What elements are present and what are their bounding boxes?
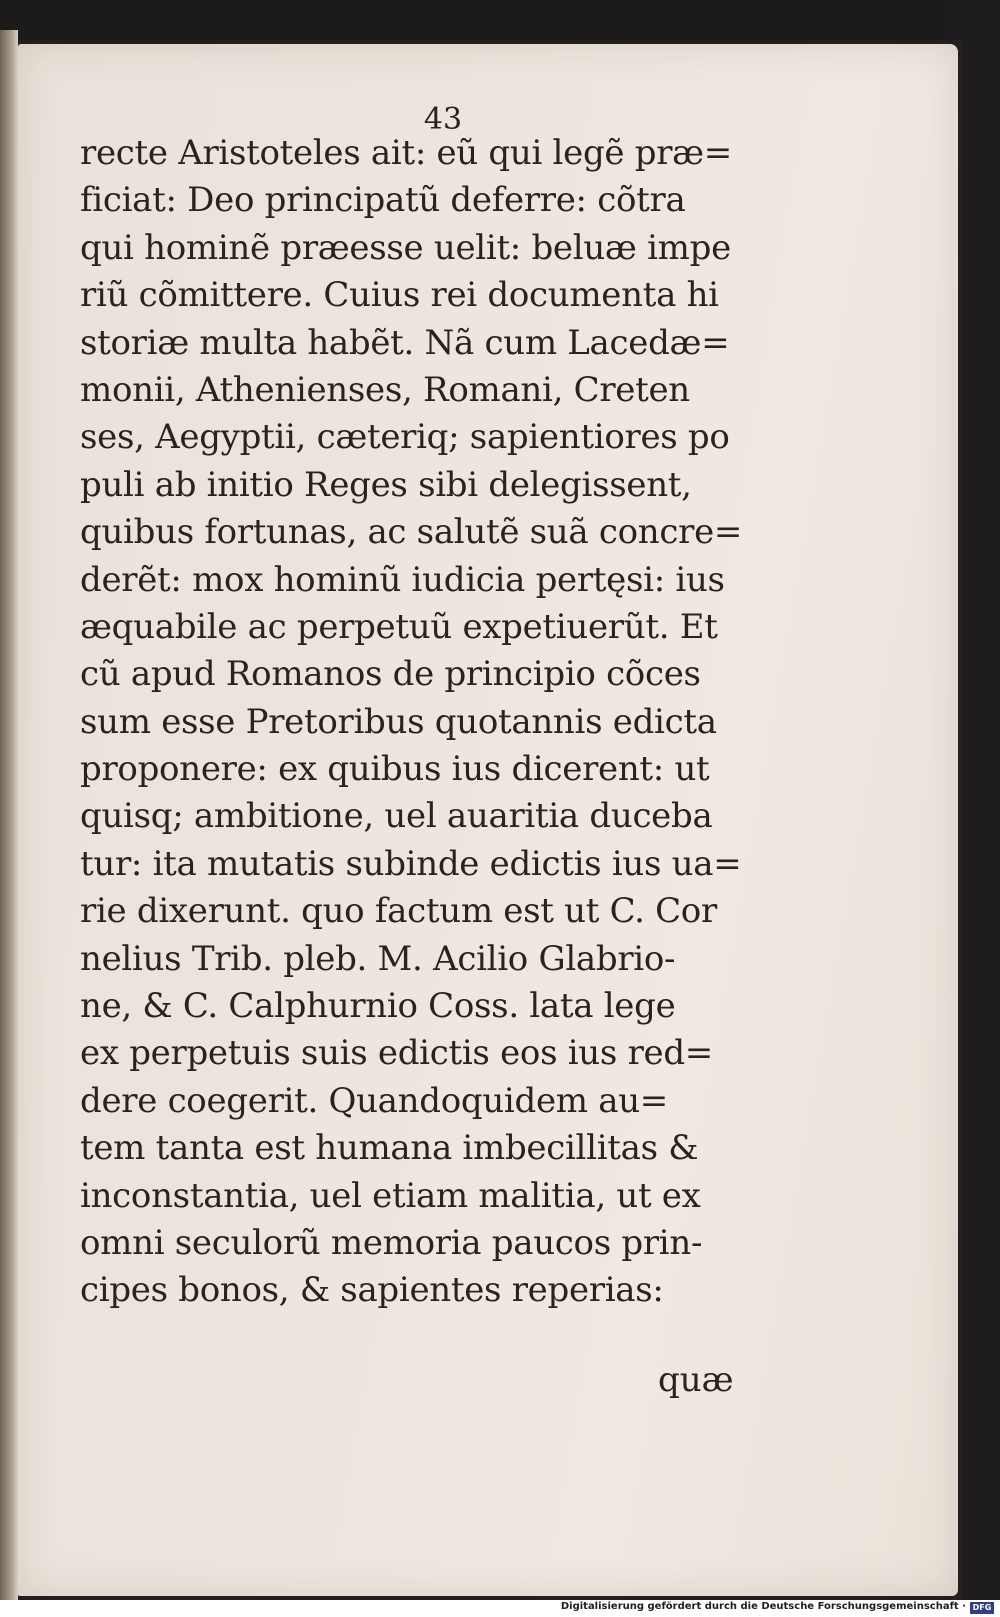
text-line: inconstantia, uel etiam malitia, ut ex [80, 1175, 701, 1216]
text-line: omni seculorũ memoria paucos prin- [80, 1222, 703, 1263]
text-line: derẽt: mox hominũ iudicia pertęsi: ius [80, 559, 725, 600]
text-line: ne, & C. Calphurnio Coss. lata lege [80, 986, 676, 1027]
funding-credit: Digitalisierung gefördert durch die Deutsche Forschungsgemeinschaft · [560, 1601, 966, 1612]
text-line: nelius Trib. pleb. M. Acilio Glabrio- [80, 938, 676, 979]
book-page [18, 44, 958, 1596]
text-line: rie dixerunt. quo factum est ut C. Cor [80, 891, 717, 932]
text-line: quisq; ambitione, uel auaritia duceba [80, 796, 713, 837]
text-line: ses, Aegyptii, cæteriq; sapientiores po [80, 417, 730, 458]
text-line: tem tanta est humana imbecillitas & [80, 1128, 699, 1169]
body-text [80, 130, 780, 1315]
text-line: qui hominẽ præesse uelit: beluæ impe [80, 227, 731, 268]
text-line: tur: ita mutatis subinde edictis ius ua= [80, 843, 742, 884]
text-line: recte Aristoteles ait: eũ qui legẽ præ= [80, 133, 732, 173]
text-line: ficiat: Deo principatũ deferre: cõtra [80, 180, 686, 221]
text-line: sum esse Pretoribus quotannis edicta [80, 701, 717, 742]
text-line: cũ apud Romanos de principio cõces [80, 654, 701, 695]
book-binding-edge [0, 30, 18, 1600]
text-line: proponere: ex quibus ius dicerent: ut [80, 749, 710, 790]
catchword: quæ [658, 1360, 734, 1400]
text-line: quibus fortunas, ac salutẽ suã concre= [80, 512, 743, 553]
text-line: monii, Athenienses, Romani, Creten [80, 369, 690, 410]
dfg-logo-icon: DFG [970, 1602, 994, 1614]
text-line: æquabile ac perpetuũ expetiuerũt. Et [80, 606, 718, 647]
text-line: cipes bonos, & sapientes reperias: [80, 1270, 664, 1311]
text-line: ex perpetuis suis edictis eos ius red= [80, 1033, 713, 1074]
text-line: riũ cõmittere. Cuius rei documenta hi [80, 275, 719, 316]
text-line: storiæ multa habẽt. Nã cum Lacedæ= [80, 322, 730, 363]
text-line: dere coegerit. Quandoquidem au= [80, 1080, 668, 1121]
text-line: puli ab initio Reges sibi delegissent, [80, 464, 692, 505]
page-number: 43 [423, 102, 463, 137]
